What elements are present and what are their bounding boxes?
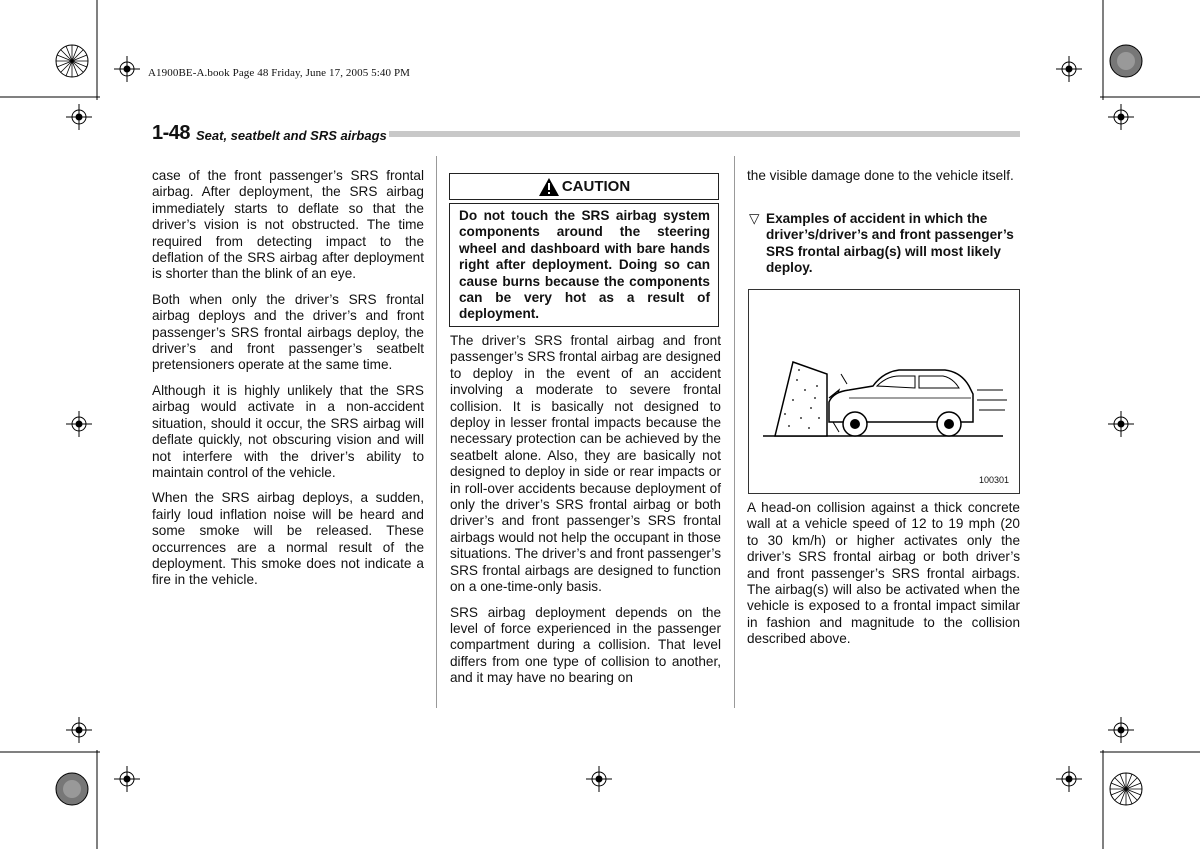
car-crash-illustration bbox=[749, 290, 1019, 493]
print-file-info: A1900BE-A.book Page 48 Friday, June 17, 2005 5:40 PM bbox=[148, 67, 411, 79]
gray-target-icon bbox=[55, 772, 89, 806]
paragraph: The driver’s SRS frontal airbag and front passenger’s SRS frontal airbag are designed to deploy in the event of an accident involving a moderate to severe frontal collision. It is basically not designed to deploy in lesser frontal impacts because the necessary protection can be achieved by the seatbelt alone. Also, they are basically not designed to deploy in side or rear impacts or in roll-over accidents because deployment of only the driver’s SRS frontal airbag or both driver’s and front passenger’s SRS frontal airbags would not help the occupant in those situations. The driver’s and front passenger’s SRS frontal airbags are designed to function on a one-time-only basis. bbox=[450, 333, 721, 595]
triangle-marker-icon: ▽ bbox=[749, 211, 760, 226]
paragraph: SRS airbag deployment depends on the level of force experienced in the passenger compartment during a collision. That level differs from one type of collision to another, and it may have no bearing on bbox=[450, 604, 721, 686]
starburst-target-icon bbox=[55, 44, 89, 78]
column-3 bbox=[747, 168, 1020, 193]
registration-mark-icon bbox=[1108, 411, 1134, 437]
registration-mark-icon bbox=[114, 56, 140, 82]
column-divider bbox=[436, 156, 437, 708]
paragraph: the visible damage done to the vehicle itself. bbox=[747, 168, 1014, 183]
starburst-target-icon bbox=[1109, 772, 1143, 806]
registration-mark-icon bbox=[1108, 104, 1134, 130]
column-2 bbox=[450, 333, 721, 696]
figure-code: 100301 bbox=[978, 475, 1009, 485]
example-heading bbox=[747, 211, 1020, 277]
caution-title: CAUTION bbox=[561, 178, 631, 195]
gray-target-icon bbox=[1109, 44, 1143, 78]
figure-caption: A head-on collision against a thick concrete wall at a vehicle speed of 12 to 19 mph (20 to 30 km/h) or higher activates only the driver’s SRS frontal airbag or both driver’s and front passenger’s SRS frontal airbags. The airbag(s) will also be activated when the vehicle is exposed to a frontal impact similar in fashion and magnitude to the collision described above. bbox=[747, 500, 1020, 647]
paragraph: When the SRS airbag deploys, a sudden, fairly loud inflation noise will be heard and some smoke will be released. These occurrences are a normal result of the deployment. This smoke does not indicate a fire in the vehicle. bbox=[152, 490, 424, 588]
registration-mark-icon bbox=[586, 766, 612, 792]
header-rule bbox=[389, 131, 1020, 137]
registration-mark-icon bbox=[1108, 717, 1134, 743]
registration-mark-icon bbox=[114, 766, 140, 792]
registration-mark-icon bbox=[66, 104, 92, 130]
caution-header bbox=[449, 173, 719, 200]
paragraph: case of the front passenger’s SRS frontal airbag. After deployment, the SRS airbag immediately starts to deflate so that the driver’s vision is not obstructed. The time required from detecting impact to the deflation of the SRS airbag after deployment is shorter than the blink of an eye. bbox=[152, 168, 424, 282]
section-title: Seat, seatbelt and SRS airbags bbox=[196, 128, 387, 143]
caution-text: Do not touch the SRS airbag system components around the steering wheel and dashboard with bare hands right after deployment. Doing so can cause burns because the components can be very hot as a result of deployment. bbox=[449, 203, 719, 327]
paragraph: Both when only the driver’s SRS frontal airbag deploys and the driver’s and front passenger’s SRS frontal airbags deploy, the driver’s and front passenger’s seatbelt pretensioners operate at the same time. bbox=[152, 291, 424, 373]
registration-mark-icon bbox=[66, 411, 92, 437]
warning-triangle-icon bbox=[538, 177, 560, 197]
registration-mark-icon bbox=[1056, 56, 1082, 82]
page-number: 1-48 bbox=[152, 122, 191, 144]
collision-figure bbox=[748, 289, 1020, 494]
registration-mark-icon bbox=[1056, 766, 1082, 792]
example-heading-text: Examples of accident in which the driver’s/driver’s and front passenger’s SRS frontal airbag(s) will most likely deploy. bbox=[766, 211, 1014, 276]
page-header bbox=[152, 122, 1020, 148]
paragraph: Although it is highly unlikely that the SRS airbag would activate in a non-accident situation, should it occur, the SRS airbag will deflate quickly, not obscuring vision and will not interfere with the driver’s ability to maintain control of the vehicle. bbox=[152, 382, 424, 480]
column-divider bbox=[734, 156, 735, 708]
column-1 bbox=[152, 168, 424, 598]
registration-mark-icon bbox=[66, 717, 92, 743]
